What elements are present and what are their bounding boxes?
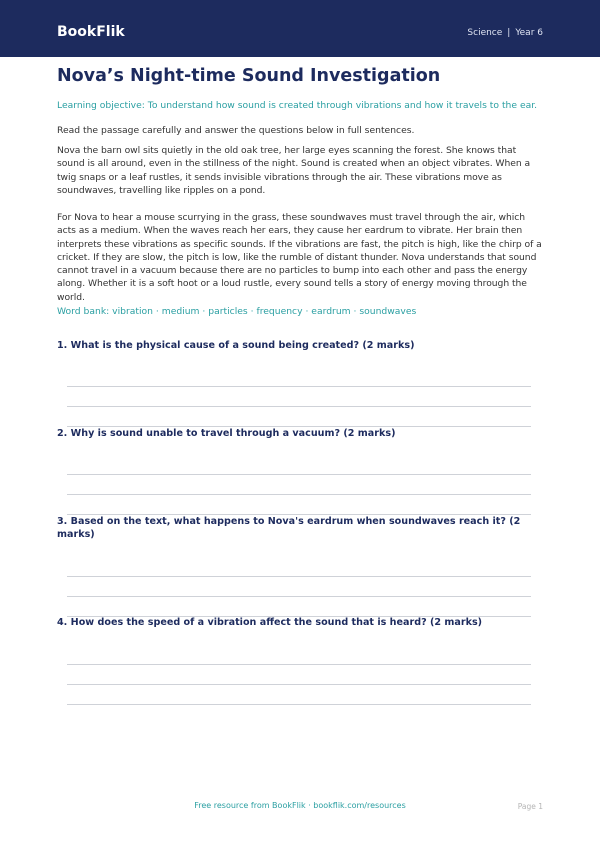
answer-line[interactable] [67,406,531,407]
passage-paragraph-1: Nova the barn owl sits quietly in the old oak tree, her large eyes scanning the forest. She knows that sound is all around, even in the stillness of the night. Sound is created when an object vibrates. When a twig snaps or a leaf rustles, it sends invisible vibrations through the air. These vibrations move as soundwaves, travelling like ripples on a pond. [57,145,531,196]
passage-paragraph-2: For Nova to hear a mouse scurrying in the grass, these soundwaves must travel through the air, which acts as a medium. When the waves reach her ears, they cause her eardrum to vibrate. Her brain then interprets these vibrations as specific sounds. If the vibrations are fast, the pitch is high, like the chirp of a cricket. If they are slow, the pitch is low, like the rumble of distant thunder. Nova understands that sound cannot travel in a vacuum because there are no particles to bump into each other and pass the energy along. Whether it is a soft hoot or a loud rustle, every sound tells a story of energy moving through the world. [57,212,542,303]
instructions: Read the passage carefully and answer the questions below in full sentences. [57,125,415,136]
answer-line[interactable] [67,494,531,495]
brand-logo: BookFlik [57,24,125,40]
question-3: 3. Based on the text, what happens to Nova's eardrum when soundwaves reach it? (2 marks) [57,516,521,540]
subject-year-label [467,28,543,39]
learning-objective: Learning objective: To understand how sound is created through vibrations and how it travels to the ear. [57,100,538,111]
page-number: Page 1 [517,802,543,811]
answer-line[interactable] [67,576,531,577]
worksheet-title: Nova’s Night-time Sound Investigation [57,66,441,86]
separator: | [507,28,511,38]
answer-line[interactable] [67,474,531,475]
answer-line[interactable] [67,664,531,665]
question-2: 2. Why is sound unable to travel through a vacuum? (2 marks) [57,428,396,439]
question-4: 4. How does the speed of a vibration affect the sound that is heard? (2 marks) [57,617,483,628]
answer-line[interactable] [67,684,531,685]
subject-label: Science [467,28,503,38]
question-1: 1. What is the physical cause of a sound being created? (2 marks) [57,340,415,351]
answer-line[interactable] [67,704,531,705]
year-label: Year 6 [515,28,543,38]
header-bar [0,0,600,57]
answer-line[interactable] [67,386,531,387]
word-bank: Word bank: vibration · medium · particles · frequency · eardrum · soundwaves [57,306,417,317]
answer-line[interactable] [67,596,531,597]
footer-link[interactable]: Free resource from BookFlik · bookflik.com/resources [194,801,406,810]
